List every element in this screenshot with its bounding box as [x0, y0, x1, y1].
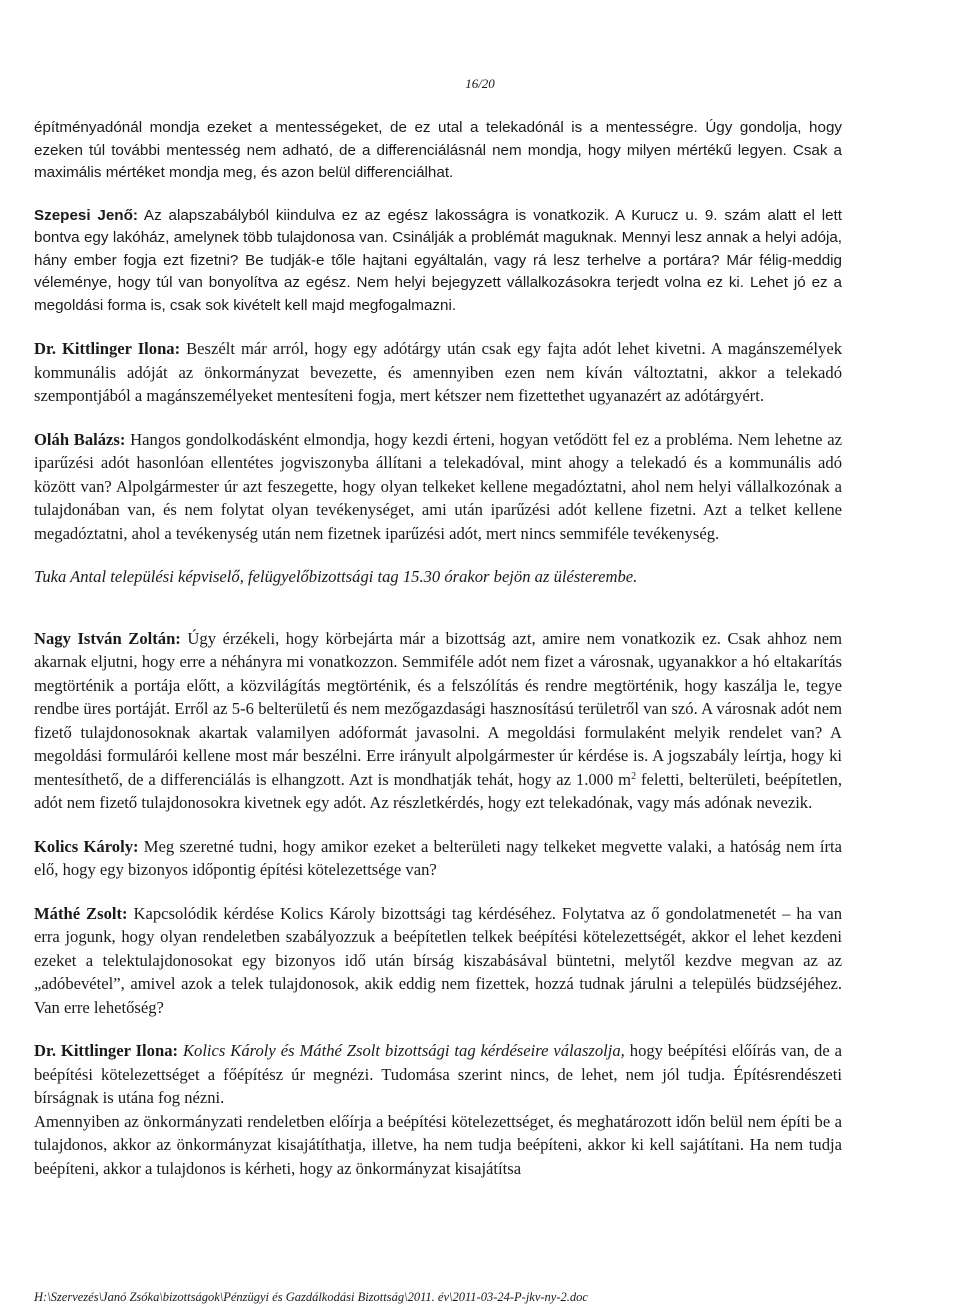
- paragraph-continuation: [34, 117, 842, 185]
- paragraph-arrival-note: [34, 565, 842, 589]
- paragraph-olah: [34, 428, 842, 546]
- superscript: 2: [631, 770, 637, 782]
- paragraph-text: Meg szeretné tudni, hogy amikor ezeket a belterületi nagy telkeket megvette valaki, a hatóság nem írta elő, hogy egy bizonyos időpontig építési kötelezettsége van?: [34, 836, 842, 879]
- paragraph-text: építményadónál mondja ezeket a mentességeket, de ez utal a telekadónál is a mentességre. Úgy gondolja, hogy ezeken túl további mentesség nem adható, de a differenciálásnál nem mondja, hogy milyen mértékű legyen. Csak a maximális mértéket mondja meg, és azon belül differenciálhat.: [34, 119, 842, 181]
- paragraph-kolics: [34, 835, 842, 882]
- paragraph-mathe: [34, 902, 842, 1020]
- paragraph-text: Az alapszabályból kiindulva ez az egész lakosságra is vonatkozik. A Kurucz u. 9. szám alatt el lett bontva egy lakóház, amelynek több tulajdonosa van. Csinálják a problémát maguknak. Mennyi lesz annak a helyi adója, hány ember fogja ezt fizetni? Be tudják-e tőle hajtani egyáltalán, vagy rá lesz terhelve a portára? Már félig-meddig véleménye, hogy túl van bonyolítva az egész. Nem helyi bejegyzett vállalkozásokra terjedt volna ez ki. Lehet jó ez a megoldási forma is, csak sok kivételt kell majd megfogalmazni.: [34, 206, 842, 314]
- speaker-name: Dr. Kittlinger Ilona:: [34, 339, 181, 358]
- paragraph-szepesi: [34, 205, 842, 318]
- speaker-name: Oláh Balázs:: [34, 429, 126, 449]
- speaker-name: Szepesi Jenő:: [34, 206, 138, 224]
- speaker-name: Kolics Károly:: [34, 836, 139, 856]
- paragraph-text: Tuka Antal települési képviselő, felügyelőbizottsági tag 15.30 órakor bejön az ülésterembe.: [34, 567, 638, 586]
- paragraph-nagy: [34, 627, 842, 815]
- paragraph-text: feletti, belterületi, beépítetlen, adót nem fizető tulajdonosokra kivetnek egy adót. Az részletkérdés, hogy ezt telekadónak, vagy más adónak nevezik.: [34, 769, 842, 812]
- paragraph-text: Kapcsolódik kérdése Kolics Károly bizottsági tag kérdéséhez. Folytatva az ő gondolatmenetét – ha van erra jogunk, hogy olyan rendeletben szabályozzuk a beépítetlen telkek beépítési kötelezettségét, akkor el lehet kezdeni ezeket a telektulajdonosokat egy bizonyos idő után bírság kiszabásával büntetni, melytől kezdve megvan az az „adóbevétel”, amivel azok a telek tulajdonosok, akik eddig nem fizettek, hozzá tudnak járulni a település büdzséjéhez. Van erre lehetőség?: [34, 903, 842, 1017]
- paragraph-text: hogy beépítési előírás van, de a beépítési kötelezettséget a főépítész úr megnézi. Tudomása szerint nincs, de lehet, nem jól tudja. Építésrendészeti bírságnak is utána fog nézni.: [34, 1041, 843, 1107]
- speaker-name: Nagy István Zoltán:: [34, 628, 181, 648]
- paragraph-text: Úgy érzékeli, hogy körbejárta már a bizottság azt, amire nem vonatkozik ez. Csak ahhoz nem akarnak eljutni, hogy erre a néhányra mi vonatkozzon. Semmiféle adót nem fizet a városnak, ugyanakkor a hó eltakarítás megtörténik a portája előtt, a közvilágítás megtörténik, és a felszólítás és rendre megtörténik, hogy kaszálja le, tegye rendbe üres portáját. Erről az 5-6 belterületű és nem mezőgazdasági hasznosítású területről van szó. A városnak adót nem fizető tulajdonosoknak akartak valamilyen adóformát javasolni. A megoldási formulaként melyik rendelet van? A megoldási formulárói kellene most már beszélni. Erre irányult alpolgármester úr kérdése is. A jogszabály leírtja, hogy ki mentesíthető, de a differenciálás is elhangzott. Azt is mondhatják tehát, hogy az 1.000 m: [34, 628, 842, 789]
- speaker-name: Máthé Zsolt:: [34, 903, 128, 923]
- paragraph-kittlinger-2: [34, 1039, 842, 1180]
- paragraph-kittlinger-1: [34, 337, 842, 408]
- paragraph-italic-text: Kolics Károly és Máthé Zsolt bizottsági tag kérdéseire válaszolja,: [178, 1041, 625, 1060]
- paragraph-text: Beszélt már arról, hogy egy adótárgy után csak egy fajta adót lehet kivetni. A magánszemélyek kommunális adóját az önkormányzat bevezette, és amennyiben ezen nem kíván változtatni, akkor a telekadó szempontjából a magánszemélyeket mentesíteni fogja, mert kétszer nem fizettethet ugyanazért az adótárgyért.: [34, 339, 842, 405]
- speaker-name: Dr. Kittlinger Ilona:: [34, 1041, 179, 1060]
- paragraph-text: Hangos gondolkodásként elmondja, hogy kezdi érteni, hogyan vetődött fel ez a probléma. Nem lehetne az iparűzési adót hasonlóan ellentétes jogviszonyba állítani a telekadóval, mint ahogy a telekadó és a kommunális adó között van? Alpolgármester úr azt feszegette, hogy olyan telkeket kellene megadóztatni, ahol nem helyi vállalkozónak a tulajdonában van, és nem folytat olyan tevékenységet, ami után iparűzési adót kellene fizetni. Azt a telket kellene megadóztatni, ahol a tevékenység után nem fizetnek iparűzési adót, mert nincs semmiféle tevékenység.: [34, 429, 843, 543]
- minutes-body: [34, 117, 842, 1180]
- footer-file-path: H:\Szervezés\Janó Zsóka\bizottságok\Pénzügyi és Gazdálkodási Bizottság\2011. év\2011-03-24-P-jkv-ny-2.doc: [34, 1290, 588, 1304]
- paragraph-text: Amennyiben az önkormányzati rendeletben előírja a beépítési kötelezettséget, és meghatározott időn belül nem építi be a tulajdonos, akkor az önkormányzat kisajátíthatja, illetve, ha nem tudja beépíteni, akkor ki kell sajátítani. Ha nem tudja beépíteni, akkor a tulajdonos is kérheti, hogy az önkormányzat kisajátítsa: [34, 1111, 842, 1178]
- page-number: 16/20: [465, 76, 495, 91]
